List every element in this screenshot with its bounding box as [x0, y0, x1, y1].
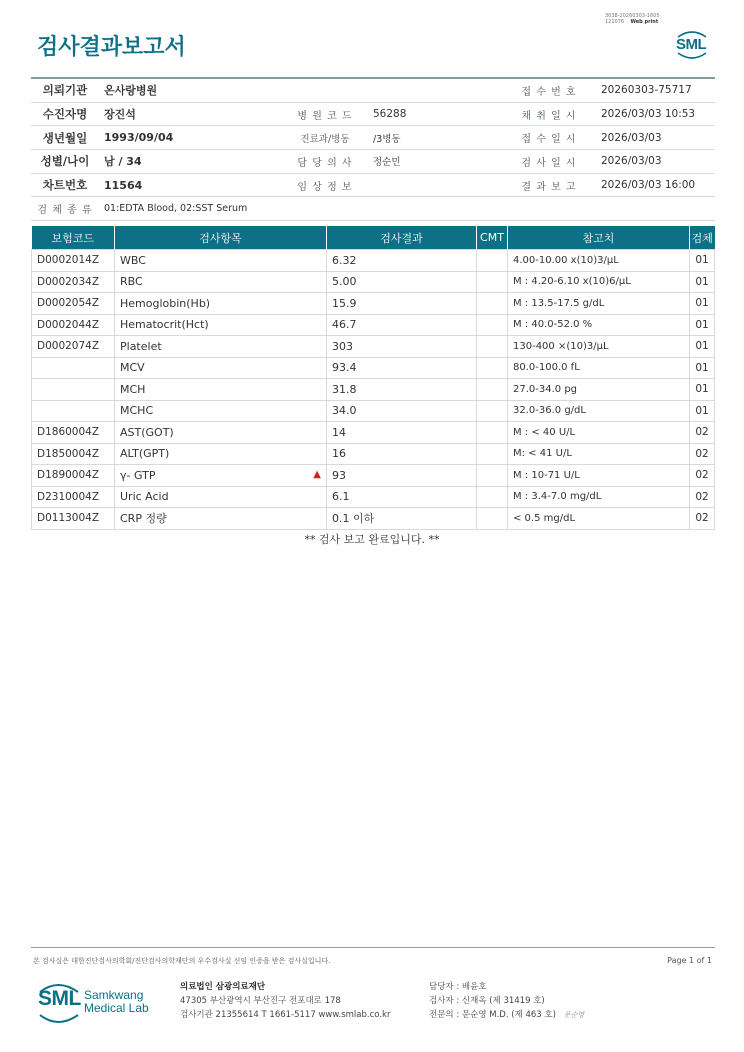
result-code: D1850004Z — [32, 443, 115, 465]
result-code: D0113004Z — [32, 508, 115, 530]
result-item-label: MCH — [120, 382, 146, 396]
result-code: D1860004Z — [32, 422, 115, 444]
result-code: D2310004Z — [32, 486, 115, 508]
footer-logo-sml: SML — [38, 987, 81, 1010]
result-value: 0.1 이하 — [327, 508, 477, 530]
logo-name-1: Samkwang — [84, 988, 144, 1002]
result-ref: M : 40.0-52.0 % — [508, 314, 690, 336]
patient-info-table — [31, 77, 715, 221]
result-row — [32, 314, 715, 336]
institution-value: 온사랑병원 — [99, 78, 502, 102]
result-row — [32, 336, 715, 358]
high-flag-icon: ▲ — [313, 468, 321, 480]
result-value: 6.1 — [327, 486, 477, 508]
result-specimen: 02 — [690, 486, 715, 508]
result-item — [115, 422, 327, 444]
report-title: 검사결과보고서 — [37, 35, 186, 60]
result-cmt — [477, 486, 508, 508]
staff-specialist — [429, 1008, 584, 1022]
receipt-no-label: 접 수 번 호 — [502, 78, 596, 102]
result-row — [32, 443, 715, 465]
result-item-label: Uric Acid — [120, 490, 169, 504]
result-ref: M : 3.4-7.0 mg/dL — [508, 486, 690, 508]
result-row — [32, 250, 715, 272]
doctor-label: 담 당 의 사 — [282, 150, 368, 174]
col-result: 검사결과 — [327, 226, 477, 250]
result-code: D0002054Z — [32, 293, 115, 315]
result-ref: M : 13.5-17.5 g/dL — [508, 293, 690, 315]
receipt-no-value: 20260303-75717 — [596, 78, 715, 102]
result-item — [115, 508, 327, 530]
staff-manager: 담당자 : 배윤호 — [429, 982, 487, 992]
info-row — [31, 150, 715, 174]
info-row — [31, 197, 715, 221]
specimen-value: 01:EDTA Blood, 02:SST Serum — [99, 197, 715, 221]
result-value: 46.7 — [327, 314, 477, 336]
result-row — [32, 465, 715, 487]
result-cmt — [477, 357, 508, 379]
results-header — [32, 226, 715, 250]
info-row — [31, 173, 715, 197]
result-item — [115, 293, 327, 315]
result-code — [32, 357, 115, 379]
result-row — [32, 486, 715, 508]
dept-value: /3병동 — [368, 126, 502, 150]
result-code: D1890004Z — [32, 465, 115, 487]
result-cmt — [477, 465, 508, 487]
sex-age-value: 남 / 34 — [99, 150, 282, 174]
result-specimen: 01 — [690, 293, 715, 315]
result-item — [115, 379, 327, 401]
result-code: D0002074Z — [32, 336, 115, 358]
result-specimen: 01 — [690, 400, 715, 422]
result-ref: < 0.5 mg/dL — [508, 508, 690, 530]
result-cmt — [477, 443, 508, 465]
result-row — [32, 379, 715, 401]
logo-name-2: Medical Lab — [84, 1001, 149, 1015]
col-cmt: CMT — [477, 226, 508, 250]
result-ref: 32.0-36.0 g/dL — [508, 400, 690, 422]
result-item — [115, 465, 327, 487]
completion-note: ** 검사 보고 완료입니다. ** — [304, 533, 440, 546]
staff-info — [429, 980, 584, 1022]
result-item — [115, 486, 327, 508]
hospital-code-label: 병 원 코 드 — [282, 102, 368, 126]
col-specimen: 검체 — [690, 226, 715, 250]
hospital-code-value: 56288 — [368, 102, 502, 126]
result-item — [115, 357, 327, 379]
result-code — [32, 400, 115, 422]
corp-info — [180, 980, 390, 1022]
result-code: D0002044Z — [32, 314, 115, 336]
result-value: 303 — [327, 336, 477, 358]
result-item-label: Platelet — [120, 339, 162, 353]
result-code — [32, 379, 115, 401]
staff-tester: 검사자 : 신재옥 (제 31419 호) — [429, 996, 545, 1006]
result-specimen: 02 — [690, 443, 715, 465]
result-value: 93.4 — [327, 357, 477, 379]
result-item — [115, 443, 327, 465]
result-item-label: Hemoglobin(Hb) — [120, 296, 211, 310]
result-specimen: 01 — [690, 250, 715, 272]
result-cmt — [477, 422, 508, 444]
result-item-label: MCHC — [120, 404, 154, 418]
specimen-label: 검 체 종 류 — [31, 197, 99, 221]
result-row — [32, 400, 715, 422]
footer-logo — [36, 979, 176, 1027]
result-item — [115, 250, 327, 272]
result-specimen: 02 — [690, 422, 715, 444]
results-table — [31, 226, 715, 530]
result-row — [32, 271, 715, 293]
result-ref: 27.0-34.0 pg — [508, 379, 690, 401]
report-label: 결 과 보 고 — [502, 173, 596, 197]
print-id — [605, 13, 660, 25]
dept-label: 진료과/병동 — [282, 126, 368, 150]
result-item-label: Hematocrit(Hct) — [120, 318, 209, 332]
result-value: 14 — [327, 422, 477, 444]
result-value: 15.9 — [327, 293, 477, 315]
result-cmt — [477, 271, 508, 293]
col-ref: 참고치 — [508, 226, 690, 250]
result-ref: 80.0-100.0 fL — [508, 357, 690, 379]
patient-value: 장진석 — [99, 102, 282, 126]
result-ref: 130-400 ×(10)3/μL — [508, 336, 690, 358]
col-item: 검사항목 — [115, 226, 327, 250]
result-item-label: γ- GTP — [120, 468, 156, 482]
result-specimen: 01 — [690, 379, 715, 401]
corp-address: 47305 부산광역시 부산진구 전포대로 178 — [180, 996, 341, 1006]
patient-label: 수진자명 — [31, 102, 99, 126]
result-specimen: 01 — [690, 271, 715, 293]
result-ref: 4.00-10.00 x(10)3/μL — [508, 250, 690, 272]
result-value: 6.32 — [327, 250, 477, 272]
result-cmt — [477, 379, 508, 401]
signature: 문순영 — [563, 1011, 585, 1019]
result-cmt — [477, 250, 508, 272]
report-value: 2026/03/03 16:00 — [596, 173, 715, 197]
logo-text: SML — [676, 36, 707, 53]
result-item-label: ALT(GPT) — [120, 447, 170, 461]
result-ref: M : < 40 U/L — [508, 422, 690, 444]
clinical-label: 임 상 정 보 — [282, 173, 368, 197]
dob-label: 생년월일 — [31, 126, 99, 150]
footer-logo-name — [84, 989, 149, 1015]
test-date-value: 2026/03/03 — [596, 150, 715, 174]
result-cmt — [477, 508, 508, 530]
result-item-label: MCV — [120, 361, 145, 375]
result-row — [32, 422, 715, 444]
dob-value: 1993/09/04 — [99, 126, 282, 150]
result-specimen: 01 — [690, 336, 715, 358]
result-cmt — [477, 314, 508, 336]
print-id-line2: 121076 — [605, 19, 625, 25]
result-code: D0002034Z — [32, 271, 115, 293]
result-value: 93 — [327, 465, 477, 487]
page-number: Page 1 of 1 — [667, 956, 712, 965]
result-ref: M: < 41 U/L — [508, 443, 690, 465]
result-value: 16 — [327, 443, 477, 465]
result-item — [115, 336, 327, 358]
result-code: D0002014Z — [32, 250, 115, 272]
chart-label: 차트번호 — [31, 173, 99, 197]
result-value: 5.00 — [327, 271, 477, 293]
chart-value: 11564 — [99, 173, 282, 197]
footer-divider — [31, 947, 715, 948]
result-specimen: 01 — [690, 314, 715, 336]
result-ref: M : 10-71 U/L — [508, 465, 690, 487]
receipt-date-value: 2026/03/03 — [596, 126, 715, 150]
result-item — [115, 314, 327, 336]
result-value: 34.0 — [327, 400, 477, 422]
result-ref: M : 4.20-6.10 x(10)6/μL — [508, 271, 690, 293]
sml-logo — [672, 27, 712, 63]
sex-age-label: 성별/나이 — [31, 150, 99, 174]
result-specimen: 02 — [690, 465, 715, 487]
result-item-label: CRP 정량 — [120, 512, 167, 526]
print-id-line1: 3038-20260303-1605 — [605, 13, 660, 19]
info-row — [31, 102, 715, 126]
receipt-date-label: 접 수 일 시 — [502, 126, 596, 150]
result-row — [32, 357, 715, 379]
corp-name: 의료법인 삼광의료재단 — [180, 982, 266, 992]
staff-specialist-text: 전문의 : 문순영 M.D. (제 463 호) — [429, 1010, 556, 1020]
info-row — [31, 78, 715, 102]
result-cmt — [477, 293, 508, 315]
result-item-label: WBC — [120, 253, 146, 267]
result-item-label: AST(GOT) — [120, 425, 174, 439]
result-cmt — [477, 400, 508, 422]
clinical-value — [368, 173, 502, 197]
collect-label: 채 취 일 시 — [502, 102, 596, 126]
result-item — [115, 400, 327, 422]
result-item-label: RBC — [120, 275, 143, 289]
print-mode: Web print — [630, 19, 659, 25]
result-item — [115, 271, 327, 293]
result-value: 31.8 — [327, 379, 477, 401]
result-specimen: 01 — [690, 357, 715, 379]
result-row — [32, 508, 715, 530]
doctor-value: 정순민 — [368, 150, 502, 174]
result-cmt — [477, 336, 508, 358]
result-row — [32, 293, 715, 315]
institution-label: 의뢰기관 — [31, 78, 99, 102]
col-code: 보험코드 — [32, 226, 115, 250]
certification-note: 본 검사실은 대한진단검사의학회/진단검사의학재단의 우수검사실 신임 인증을 받은 검사실입니다. — [33, 957, 331, 965]
info-row — [31, 126, 715, 150]
collect-value: 2026/03/03 10:53 — [596, 102, 715, 126]
corp-contact: 검사기관 21355614 T 1661-5117 www.smlab.co.kr — [180, 1010, 391, 1020]
test-date-label: 검 사 일 시 — [502, 150, 596, 174]
result-specimen: 02 — [690, 508, 715, 530]
